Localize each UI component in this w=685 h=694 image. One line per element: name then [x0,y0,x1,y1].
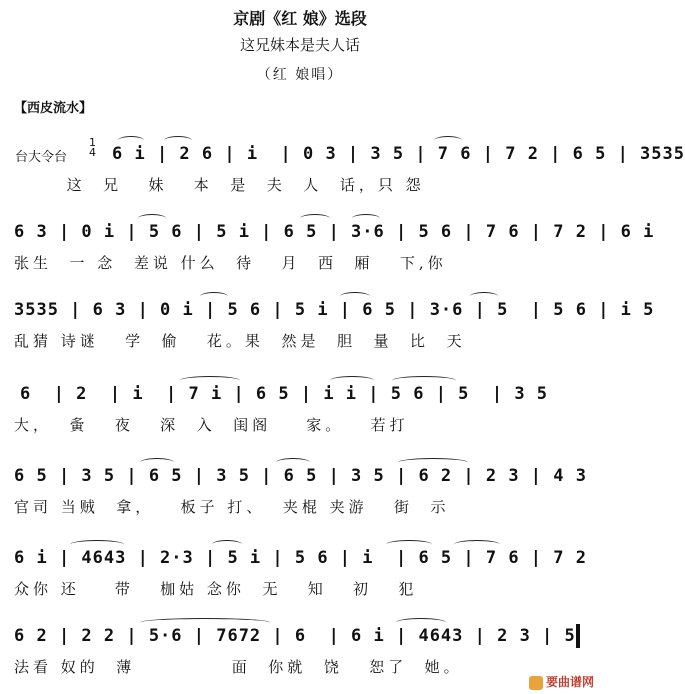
lyrics-line: 官司 当贼 拿， 板子 打、 夹棍 夹游 街 示 [14,498,450,516]
score-line-4 [0,380,600,450]
score-line-5 [0,462,600,532]
score-line-1 [0,136,685,210]
score-line-2 [0,218,655,288]
slur [164,136,192,145]
slur [454,540,500,549]
slur [340,292,370,301]
lyrics-line: 张生 一 念 差说 什么 待 月 西 厢 下,你 [14,254,447,272]
lyrics-line: 这 兄 妹 本 是 夫 人 话，只 怨 [14,176,425,194]
score-line-3 [0,296,655,366]
slur [180,376,240,385]
slur [398,458,468,467]
lyrics-line: 乱猜 诗谜 学 偷 花。果 然是 胆 量 比 天 [14,332,466,350]
jianpu-notes: 6 | 2 | i | 7 i | 6 5 | i i | 5 6 | 5 | 3 5 [20,384,549,404]
lyrics-line: 大， 夤 夜 深 入 闺阁 家。 若打 [14,416,409,434]
slur [276,458,310,467]
jianpu-notes: 6 3 | 0 i | 5 6 | 5 i | 6 5 | 3·6 | 5 6 | 7 6 | 7 2 | 6 i [14,222,655,242]
slur [396,618,446,627]
time-sig-bottom: 4 [89,146,96,159]
slur [300,214,330,223]
lyrics-line: 众你 还 带 枷姑 念你 无 知 初 犯 [14,580,418,598]
song-title: 京剧《红 娘》选段 [233,9,367,28]
slur [118,136,144,145]
site-logo-icon [529,676,543,690]
singer-label: （红 娘唱） [256,67,344,83]
score-line-6 [0,544,600,614]
site-name: 要曲谱网 [545,675,594,689]
score-line-7 [0,622,600,692]
slur [138,214,166,223]
jianpu-notes: 6 5 | 3 5 | 6 5 | 3 5 | 6 5 | 3 5 | 6 2 | 2 3 | 4 3 [14,466,587,486]
jianpu-notes: 6 2 | 2 2 | 5·6 | 7672 | 6 | 6 i | 4643 | 2 3 | 5 [14,626,576,646]
slur [352,214,380,223]
slur [392,376,456,385]
slur [212,540,242,549]
jianpu-notes: 3535 | 6 3 | 0 i | 5 6 | 5 i | 6 5 | 3·6 | 5 | 5 6 | i 5 [14,300,655,320]
row-prefix: 台大令台 [15,150,68,165]
slur [70,540,124,549]
slur [140,458,174,467]
song-subtitle: 这兄妹本是夫人话 [239,36,360,54]
slur [470,292,498,301]
lyrics-line: 法看 奴的 薄 面 你就 饶 恕了 她。 [14,658,463,676]
time-sig-top: 1 [89,136,96,149]
jianpu-notes: 6 i | 4643 | 2·3 | 5 i | 5 6 | i | 6 5 | 7 6 | 7 2 [14,548,587,568]
slur [140,618,270,627]
slur [330,376,374,385]
time-signature [89,138,96,158]
slur [386,540,432,549]
slur [434,136,462,145]
final-barline [576,624,580,648]
tempo-marking: 【西皮流水】 [14,101,93,116]
jianpu-notes: 6 i | 2 6 | i | 0 3 | 3 5 | 7 6 | 7 2 | 6 5 | 3535 [112,144,685,164]
slur [200,292,228,301]
watermark [529,673,594,690]
